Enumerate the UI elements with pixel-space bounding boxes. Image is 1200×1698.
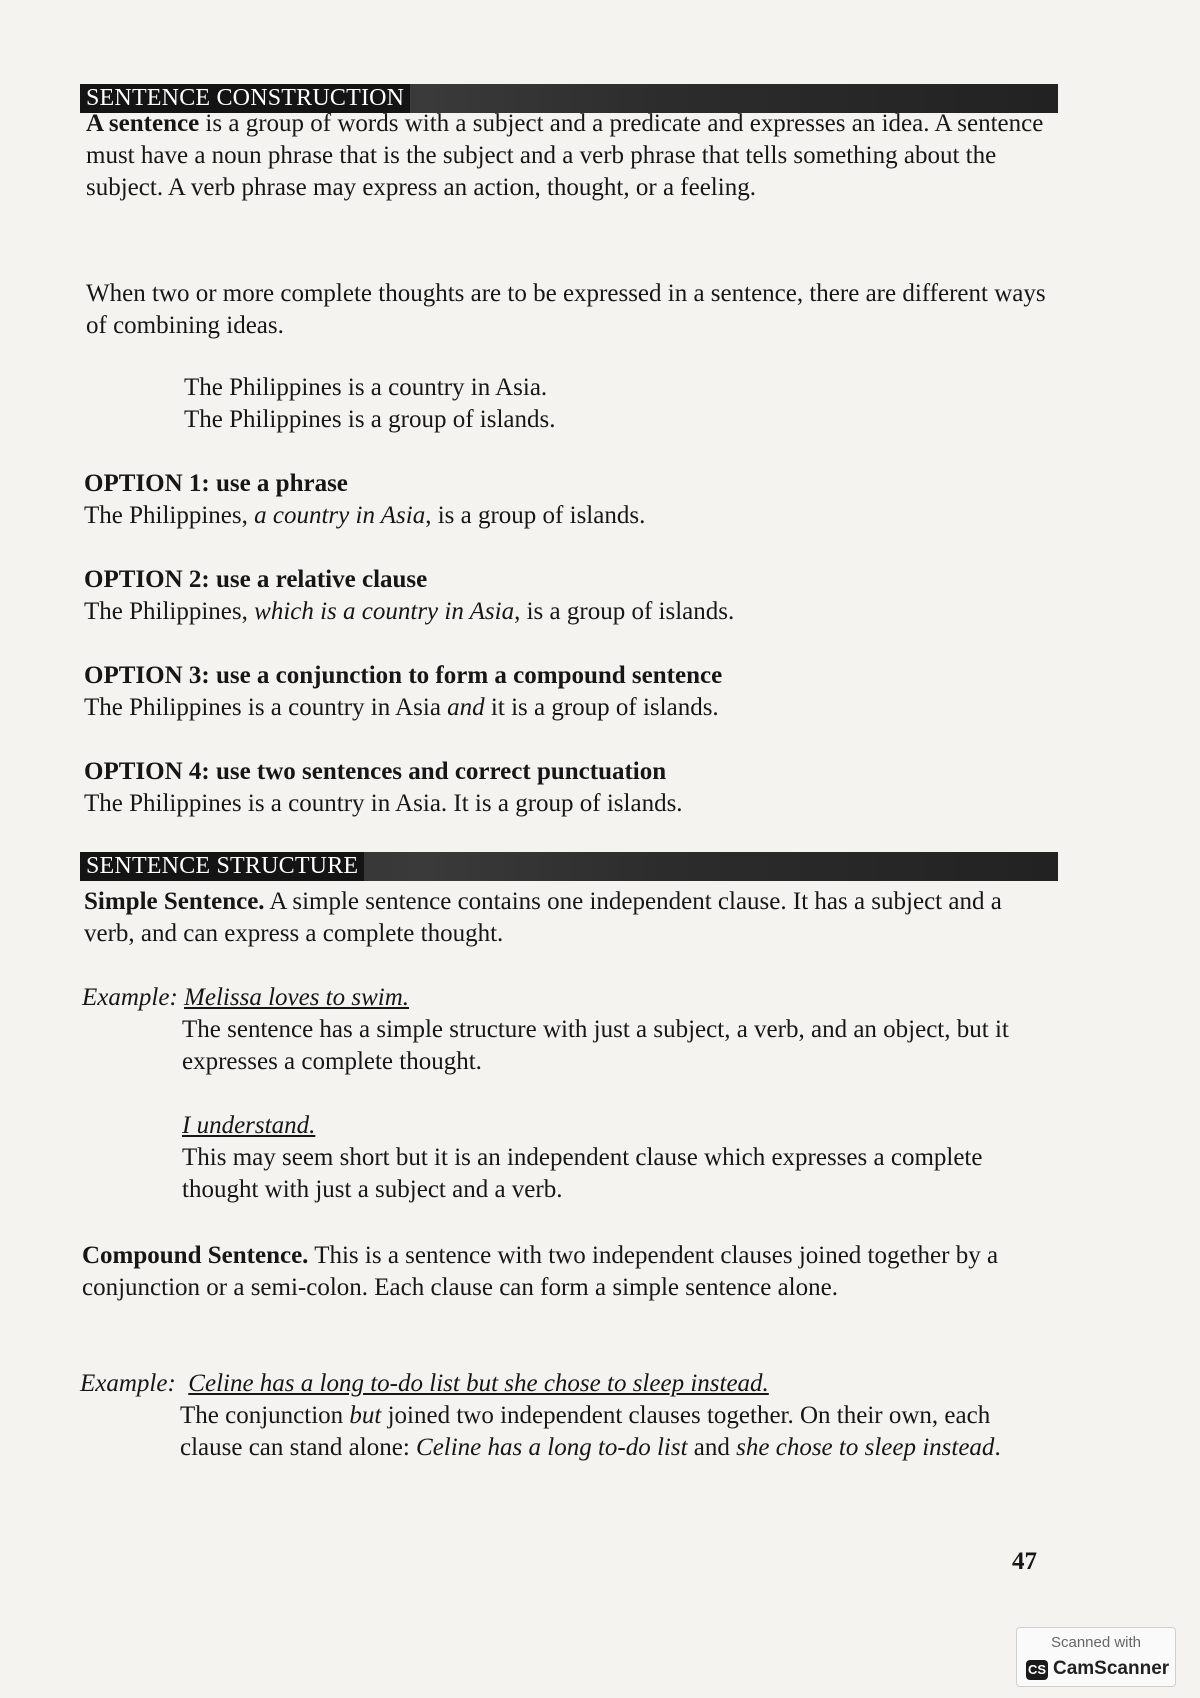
- simple-example-1: Example: Melissa loves to swim.: [82, 984, 410, 1011]
- option-1: OPTION 1: use a phrase The Philippines, a country in Asia, is a group of islands.: [84, 470, 646, 529]
- camscanner-watermark: [1016, 1627, 1176, 1687]
- simple-example-2: I understand. This may seem short but it is an independent clause which expresses a complete thought with just a subject and a verb.: [182, 1112, 983, 1203]
- example-sentences: The Philippines is a country in Asia. The Philippines is a group of islands.: [184, 374, 556, 433]
- term-sentence: A sentence: [86, 110, 200, 137]
- option-3: OPTION 3: use a conjunction to form a compound sentence The Philippines is a country in Asia and it is a group of islands.: [84, 662, 723, 721]
- camscanner-logo-icon: CS: [1026, 1660, 1048, 1680]
- page-number: 47: [1012, 1548, 1037, 1575]
- intro-paragraph-2: When two or more complete thoughts are to be expressed in a sentence, there are different ways of combining ideas.: [86, 280, 1046, 339]
- term-compound-sentence: Compound Sentence.: [82, 1242, 309, 1269]
- section-title: SENTENCE CONSTRUCTION: [80, 84, 410, 113]
- scanned-with-label: Scanned with: [1050, 1634, 1142, 1651]
- option-4: OPTION 4: use two sentences and correct punctuation The Philippines is a country in Asia. It is a group of islands.: [84, 758, 683, 817]
- simple-example-1-note: The sentence has a simple structure with just a subject, a verb, and an object, but it expresses a complete thought.: [182, 1016, 1009, 1075]
- compound-example: Example: Celine has a long to-do list but she chose to sleep instead.: [80, 1370, 769, 1397]
- term-simple-sentence: Simple Sentence.: [84, 888, 265, 915]
- camscanner-brand: CamScanner: [1053, 1658, 1170, 1679]
- compound-sentence-definition: Compound Sentence. This is a sentence with two independent clauses joined together by a conjunction or a semi-colon. Each clause can form a simple sentence alone.: [82, 1242, 999, 1301]
- compound-example-note: The conjunction but joined two independent clauses together. On their own, each clause can stand alone: Celine has a long to-do list and she chose to sleep instead.: [180, 1402, 1001, 1461]
- section-header-structure: [80, 852, 1058, 881]
- simple-sentence-definition: Simple Sentence. A simple sentence contains one independent clause. It has a subject and a verb, and can express a complete thought.: [84, 888, 1002, 947]
- intro-paragraph: A sentence is a group of words with a subject and a predicate and expresses an idea. A sentence must have a noun phrase that is the subject and a verb phrase that tells something about the subject. A verb phrase may express an action, thought, or a feeling.: [86, 110, 1044, 201]
- section-title: SENTENCE STRUCTURE: [80, 852, 364, 881]
- option-2: OPTION 2: use a relative clause The Philippines, which is a country in Asia, is a group of islands.: [84, 566, 735, 625]
